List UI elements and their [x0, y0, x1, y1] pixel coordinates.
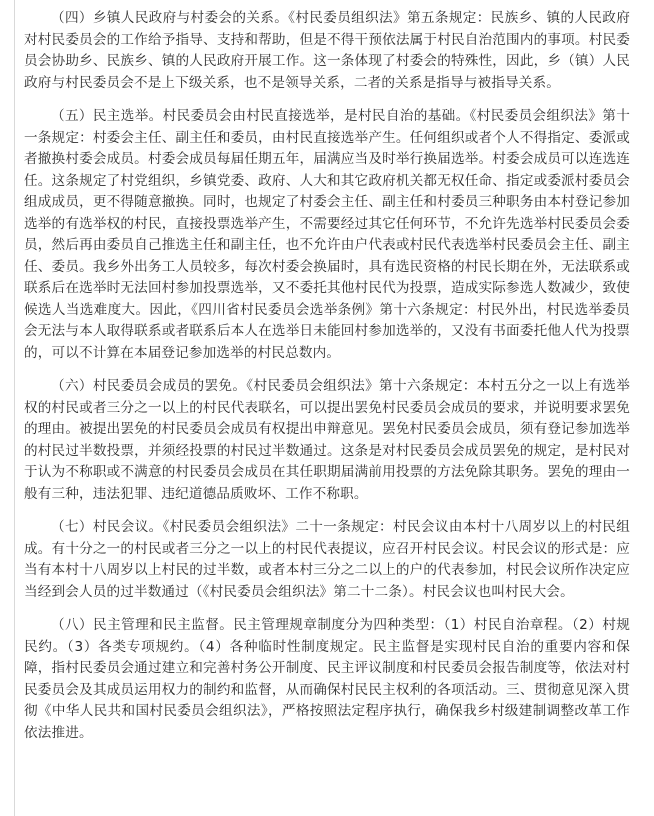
paragraph-member-recall: （六）村民委员会成员的罢免。《村民委员会组织法》第十六条规定：本村五分之一以上有选举权的村民或者三分之一以上的村民代表联名，可以提出罢免村民委员会成员的要求，并说明要求罢免的理由。被提出罢免的村民委员会成员有权提出申辩意见。罢免村民委员会成员，须有登记参加选举的村民过半数投票，并须经投票的村民过半数通过。这条是对村民委员会成员罢免的规定，是村民对于认为不称职或不满意的村民委员会成员在其任职期届满前用投票的方法免除其职务。罢免的理由一般有三种，违法犯罪、违纪道德品质败坏、工作不称职。 [24, 378, 630, 502]
article-body [24, 8, 630, 744]
paragraph-democratic-election: （五）民主选举。村民委员会由村民直接选举，是村民自治的基础。《村民委员会组织法》第十一条规定：村委会主任、副主任和委员，由村民直接选举产生。任何组织或者个人不得指定、委派或者撤换村委会成员。村委会成员每届任期五年，届满应当及时举行换届选举。村委会成员可以连选连任。这条规定了村党组织，乡镇党委、政府、人大和其它政府机关都无权任命、指定或委派村委员会组成成员，更不得随意撤换。同时，也规定了村委会主任、副主任和村委员三种职务由本村登记参加选举的有选举权的村民，直接投票选举产生，不需要经过其它任何环节，不允许先选举村民委员会委员，然后再由委员自己推选主任和副主任，也不允许由户代表或村民代表选举村民委员会主任、副主任、委员。我乡外出务工人员较多，每次村委会换届时，具有选民资格的村民长期在外，无法联系或联系后在选举时无法回村参加投票选举，又不委托其他村民代为投票，造成实际参选人数减少，致使候选人当选难度大。因此，《四川省村民委员会选举条例》第十六条规定：村民外出，村民选举委员会无法与本人取得联系或者联系后本人在选举日未能回村参加选举的，又没有书面委托他人代为投票的，可以不计算在本届登记参加选举的村民总数内。 [24, 108, 630, 361]
paragraph-township-relation: （四）乡镇人民政府与村委会的关系。《村民委员组织法》第五条规定：民族乡、镇的人民政府对村民委员会的工作给予指导、支持和帮助，但是不得干预依法属于村民自治范围内的事项。村民委员会协助乡、民族乡、镇的人民政府开展工作。这一条体现了村委会的特殊性，因此，乡（镇）人民政府与村民委员会不是上下级关系，也不是领导关系，二者的关系是指导与被指导关系。 [24, 10, 630, 91]
left-border-line [14, 0, 15, 816]
paragraph-villager-meeting: （七）村民会议。《村民委员会组织法》二十一条规定：村民会议由本村十八周岁以上的村民组成。有十分之一的村民或者三分之一以上的村民代表提议，应召开村民会议。村民会议的形式是：应当有本村十八周岁以上村民的过半数，或者本村三分之二以上的户的代表参加，村民会议所作决定应当经到会人员的过半数通过（《村民委员会组织法》第二十二条）。村民会议也叫村民大会。 [24, 519, 630, 600]
paragraph-democratic-management: （八）民主管理和民主监督。民主管理规章制度分为四种类型：（1）村民自治章程。（2）村规民约。（3）各类专项规约。（4）各种临时性制度规定。民主监督是实现村民自治的重要内容和保障，指村民委员会通过建立和完善村务公开制度、民主评议制度和村民委员会报告制度等，依法对村民委员会及其成员运用权力的制约和监督，从而确保村民民主权利的各项活动。三、贯彻意见深入贯彻《中华人民共和国村民委员会组织法》，严格按照法定程序执行，确保我乡村级建制调整改革工作依法推进。 [24, 617, 630, 741]
